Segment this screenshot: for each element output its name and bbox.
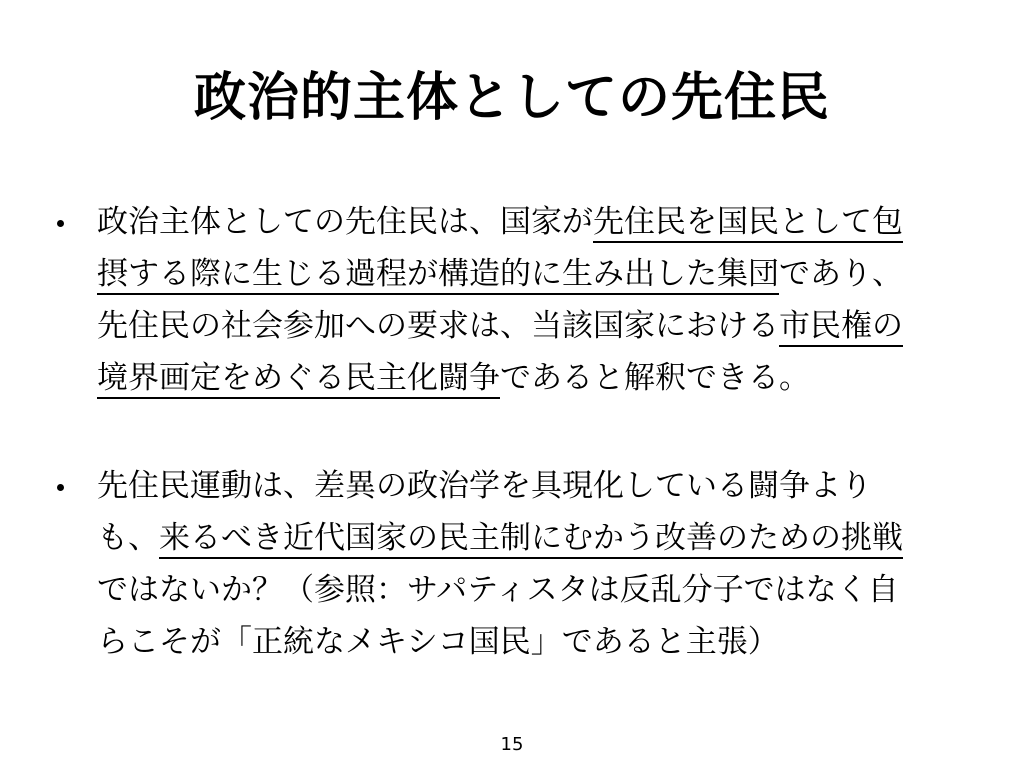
bullet-line [97,248,903,300]
bullet-text: であり、 [779,256,903,292]
bullet-text: であると解釈できる。 [500,360,810,396]
underlined-text: 先住民を国民として包 [593,204,903,243]
bullet-text: 政治主体としての先住民は、国家が [97,204,593,240]
underlined-text: 市民権の [779,308,903,347]
bullet-text: らこそが「正統なメキシコ国民」であると主張） [97,624,779,660]
bullet-line [97,616,779,668]
bullet-text: ではないか？（参照：サパティスタは反乱分子ではなく自 [97,572,899,608]
page-number: 15 [500,734,524,755]
underlined-text: 摂する際に生じる過程が構造的に生み出した集団 [97,256,779,295]
bullet-line [97,512,903,564]
bullet-dot-icon [57,484,64,491]
bullet-line [97,460,872,512]
slide-title: 政治的主体としての先住民 [193,67,830,128]
bullet-line [97,196,903,248]
bullet-text: も、 [97,520,159,556]
bullet-line [97,352,810,404]
underlined-text: 来るべき近代国家の民主制にむかう改善のための挑戦 [159,520,903,559]
underlined-text: 境界画定をめぐる民主化闘争 [97,360,500,399]
bullet-dot-icon [57,220,64,227]
bullet-line [97,564,899,616]
bullet-line [97,300,903,352]
bullet-text: 先住民運動は、差異の政治学を具現化している闘争より [97,468,872,504]
bullet-text: 先住民の社会参加への要求は、当該国家における [97,308,779,344]
